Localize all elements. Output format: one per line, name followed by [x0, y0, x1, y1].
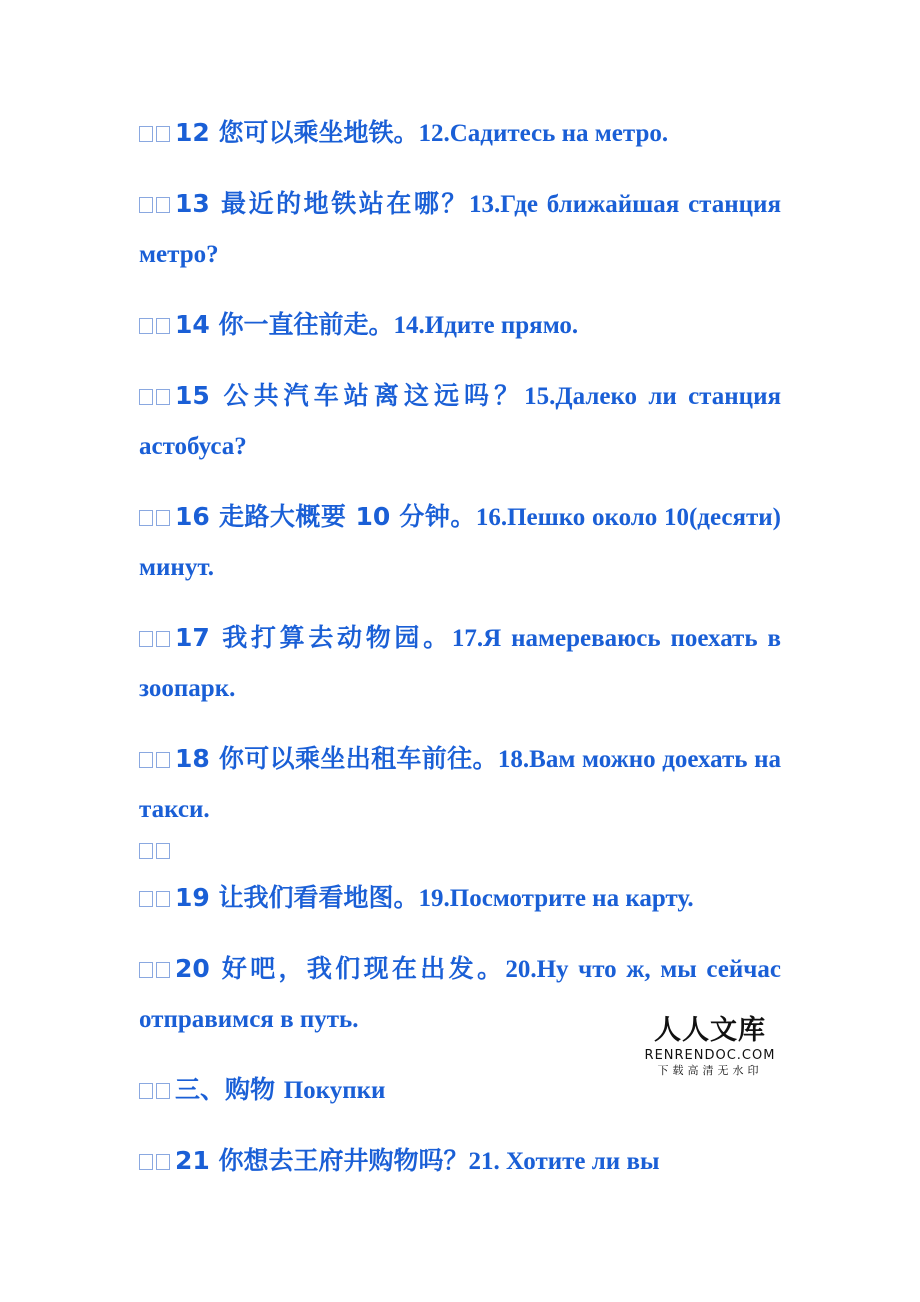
empty-placeholder-line	[139, 835, 781, 867]
russian-text: 19.Посмотрите на карту.	[418, 885, 694, 912]
placeholder-glyphs	[139, 493, 173, 543]
russian-text: 21. Хотите ли вы	[468, 1148, 660, 1175]
placeholder-glyphs	[139, 1066, 173, 1116]
chinese-text: 21 你想去王府井购物吗？	[175, 1146, 469, 1175]
chinese-text: 14 你一直往前走。	[175, 310, 394, 339]
russian-text: 13.Где ближайшая станция метро?	[139, 191, 781, 268]
russian-text: 17.Я намереваюсь поехать в зоопарк.	[139, 625, 782, 702]
chinese-text: 19 让我们看看地图。	[175, 883, 419, 912]
watermark-logo	[640, 1014, 780, 1078]
phrase-entry-12	[139, 108, 781, 159]
phrase-entry-19	[139, 873, 781, 924]
russian-text: 20.Ну что ж, мы сейчас отправимся в путь.	[139, 956, 781, 1033]
placeholder-glyphs	[139, 1137, 173, 1187]
placeholder-glyphs	[139, 109, 173, 159]
chinese-text: 12 您可以乘坐地铁。	[175, 118, 419, 147]
phrase-entry-14	[139, 300, 781, 351]
russian-text: 18.Вам можно доехать на такси.	[139, 746, 782, 823]
chinese-text: 16 走路大概要 10 分钟。	[175, 502, 476, 531]
placeholder-glyphs	[139, 301, 173, 351]
placeholder-glyphs	[139, 735, 173, 785]
chinese-text: 20 好吧，我们现在出发。	[175, 954, 506, 983]
chinese-text: 15 公共汽车站离这远吗？	[175, 381, 525, 410]
chinese-text: 13 最近的地铁站在哪？	[175, 189, 469, 218]
placeholder-glyphs	[139, 874, 173, 924]
chinese-text: 17 我打算去动物园。	[175, 623, 452, 652]
watermark-title: 人人文库	[654, 1015, 766, 1046]
russian-text: Покупки	[283, 1077, 386, 1104]
phrase-entry-13	[139, 179, 781, 280]
placeholder-glyphs	[139, 180, 173, 230]
placeholder-glyphs	[139, 614, 173, 664]
phrase-entry-15	[139, 371, 781, 472]
phrase-entry-17	[139, 613, 781, 714]
phrase-entry-18	[139, 734, 781, 835]
placeholder-glyphs	[139, 372, 173, 422]
chinese-text: 三、购物	[175, 1075, 284, 1104]
placeholder-glyphs	[139, 835, 173, 867]
chinese-text: 18 你可以乘坐出租车前往。	[175, 744, 498, 773]
phrase-entry-16	[139, 492, 781, 593]
russian-text: 14.Идите прямо.	[393, 312, 579, 339]
russian-text: 12.Садитесь на метро.	[418, 120, 669, 147]
watermark-domain: RENRENDOC.COM	[644, 1048, 776, 1063]
watermark-subtitle: 下载高清无水印	[657, 1064, 763, 1077]
russian-text: 16.Пешко около 10(десяти) минут.	[139, 504, 781, 581]
phrase-entry-21	[139, 1136, 781, 1187]
placeholder-glyphs	[139, 945, 173, 995]
russian-text: 15.Далеко ли станция астобуса?	[139, 383, 781, 460]
